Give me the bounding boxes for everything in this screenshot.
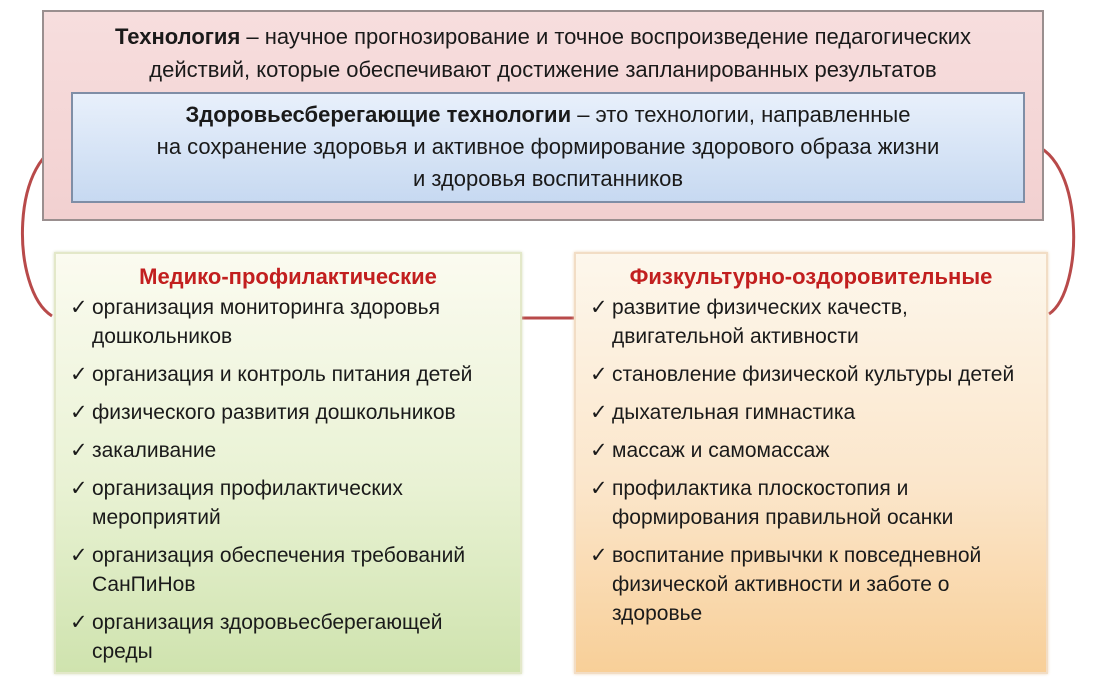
check-icon: ✓ (70, 363, 88, 386)
technology-definition-line1: – научное прогнозирование и точное воспроизведение педагогических (240, 24, 972, 49)
list-item: ✓ становление физической культуры детей (590, 360, 1032, 389)
list-item: ✓ организация обеспечения требований СанПиНов (70, 541, 506, 599)
list-item: ✓ профилактика плоскостопия и формирования правильной осанки (590, 474, 1032, 532)
health-tech-definition-line2: на сохранение здоровья и активное формирование здорового образа жизни (156, 134, 940, 159)
list-item: ✓ организация мониторинга здоровья дошкольников (70, 293, 506, 351)
physical-health-list (590, 293, 1032, 628)
health-tech-term: Здоровьесберегающие технологии (185, 102, 572, 127)
list-item: ✓ организация и контроль питания детей (70, 360, 506, 389)
list-item: ✓ дыхательная гимнастика (590, 398, 1032, 427)
health-tech-definition-box (71, 92, 1025, 203)
technology-definition-line2: действий, которые обеспечивают достижение запланированных результатов (149, 57, 937, 82)
list-item: ✓ массаж и самомассаж (590, 436, 1032, 465)
medical-preventive-list (70, 293, 506, 666)
physical-health-box (574, 252, 1048, 674)
check-icon: ✓ (590, 477, 608, 500)
list-item: ✓ закаливание (70, 436, 506, 465)
list-item: ✓ организация здоровьесберегающей среды (70, 608, 506, 666)
check-icon: ✓ (590, 439, 608, 462)
check-icon: ✓ (590, 363, 608, 386)
check-icon: ✓ (70, 296, 88, 319)
check-icon: ✓ (70, 401, 88, 424)
physical-health-title: Физкультурно-оздоровительные (629, 264, 993, 289)
list-item: ✓ развитие физических качеств, двигательной активности (590, 293, 1032, 351)
check-icon: ✓ (70, 439, 88, 462)
medical-preventive-title: Медико-профилактические (139, 264, 437, 289)
check-icon: ✓ (70, 477, 88, 500)
technology-definition-text (44, 20, 1042, 86)
health-tech-definition-line1: – это технологии, направленные (571, 102, 911, 127)
list-item: ✓ организация профилактических мероприятий (70, 474, 506, 532)
list-item: ✓ воспитание привычки к повседневной физической активности и заботе о здоровье (590, 541, 1032, 628)
technology-term: Технология (114, 24, 241, 49)
check-icon: ✓ (70, 611, 88, 634)
medical-preventive-box (54, 252, 522, 674)
check-icon: ✓ (590, 401, 608, 424)
list-item: ✓ физического развития дошкольников (70, 398, 506, 427)
health-tech-definition-line3: и здоровья воспитанников (412, 166, 684, 191)
check-icon: ✓ (70, 544, 88, 567)
check-icon: ✓ (590, 544, 608, 567)
check-icon: ✓ (590, 296, 608, 319)
